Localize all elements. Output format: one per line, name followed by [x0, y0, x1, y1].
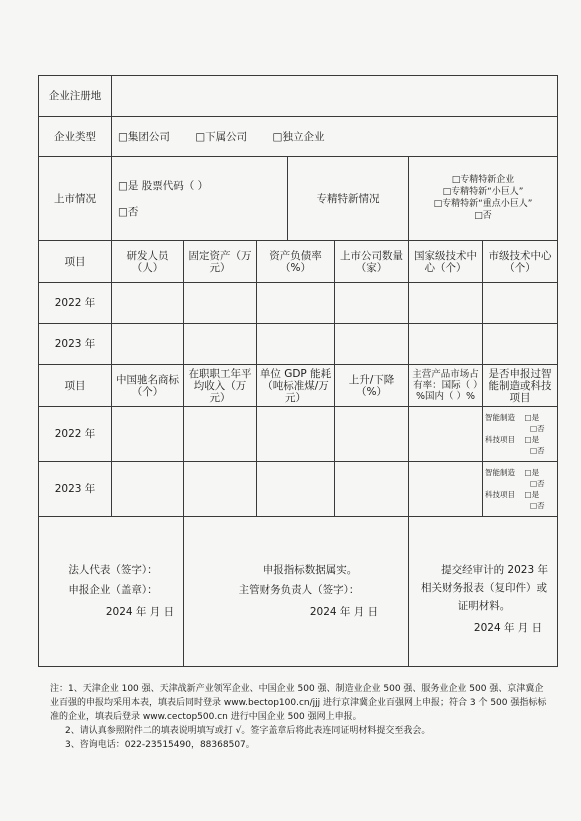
date-finance: 2024 年 月 日 — [309, 606, 379, 618]
company-seal[interactable]: 申报企业（盖章）： — [68, 584, 158, 596]
t1-header-national-center: 国家级技术中心（个） — [409, 241, 483, 283]
listing-options — [112, 157, 288, 241]
checkbox-tech-no[interactable]: □否 — [530, 501, 545, 510]
t1-cell[interactable] — [184, 324, 257, 365]
checkbox-smart-yes[interactable]: □是 — [524, 468, 540, 477]
t1-cell[interactable] — [483, 324, 558, 365]
t2-header-item: 项目 — [39, 365, 112, 407]
label-smart: 智能制造 — [485, 468, 515, 477]
t1-header-rd-staff: 研发人员（人） — [112, 241, 184, 283]
table2-row-2022 — [39, 407, 558, 462]
checkbox-tech-yes[interactable]: □是 — [524, 435, 540, 444]
note-2: 2、请认真参照附件二的填表说明填写或打 √。签字盖章后将此表连同证明材料提交至我会。 — [65, 726, 431, 736]
option-specialized[interactable]: □专精特新企业 — [451, 175, 515, 185]
note-3: 3、咨询电话：022-23515490，88368507。 — [65, 740, 255, 750]
t2-year-2022: 2022 年 — [39, 407, 112, 462]
t1-cell[interactable] — [483, 283, 558, 324]
option-little-giant[interactable]: □专精特新“小巨人” — [442, 187, 524, 197]
t2-cell[interactable] — [409, 462, 483, 517]
t1-header-listed-count: 上市公司数量（家） — [335, 241, 409, 283]
table1-header-row — [39, 241, 558, 283]
t1-header-debt-ratio: 资产负债率（%） — [257, 241, 335, 283]
t2-cell[interactable] — [112, 462, 184, 517]
table2-header-row — [39, 365, 558, 407]
t2-header-energy: 单位 GDP 能耗（吨标准煤/万元） — [257, 365, 335, 407]
specialized-options — [409, 157, 558, 241]
t2-header-smart-tech: 是否申报过智能制造或科技项目 — [483, 365, 558, 407]
t1-year-2023: 2023 年 — [39, 324, 112, 365]
t2-cell[interactable] — [257, 462, 335, 517]
application-form-table — [38, 75, 558, 667]
date-submit: 2024 年 月 日 — [473, 622, 543, 634]
data-truth-statement: 申报指标数据属实。 — [262, 564, 358, 576]
t1-cell[interactable] — [409, 283, 483, 324]
label-tech: 科技项目 — [485, 490, 515, 499]
label-company-type: 企业类型 — [39, 117, 112, 157]
checkbox-tech-no[interactable]: □否 — [530, 446, 545, 455]
table2-row-2023 — [39, 462, 558, 517]
smart-tech-checkboxes — [483, 407, 558, 462]
t1-year-2022: 2022 年 — [39, 283, 112, 324]
t1-cell[interactable] — [335, 324, 409, 365]
checkbox-tech-yes[interactable]: □是 — [524, 490, 540, 499]
table1-row-2023 — [39, 324, 558, 365]
row-listing — [39, 157, 558, 241]
checkbox-smart-no[interactable]: □否 — [530, 424, 545, 433]
t2-year-2023: 2023 年 — [39, 462, 112, 517]
t1-cell[interactable] — [257, 283, 335, 324]
option-independent[interactable]: □独立企业 — [272, 130, 325, 143]
row-company-type — [39, 117, 558, 157]
t1-cell[interactable] — [184, 283, 257, 324]
option-group-company[interactable]: □集团公司 — [118, 130, 170, 143]
label-smart: 智能制造 — [485, 413, 515, 422]
t2-header-trademark: 中国驰名商标（个） — [112, 365, 184, 407]
company-type-options — [112, 117, 558, 157]
label-listing: 上市情况 — [39, 157, 112, 241]
note-1: 注：1、天津企业 100 强、天津战新产业领军企业、中国企业 500 强、制造业企业 500 强、服务业企业 500 强、京津冀企业百强的申报均采用本表，填表后同时登录 www.bectop100.cn/jjj 进行京津冀企业百强网上申报；符合 3 个 500 强指标标准的企业，填表后登录 www.cectop500.cn 进行中国企业 500 强网上申报。 — [50, 684, 547, 722]
t1-header-city-center: 市级技术中心（个） — [483, 241, 558, 283]
smart-tech-checkboxes — [483, 462, 558, 517]
checkbox-smart-no[interactable]: □否 — [530, 479, 545, 488]
label-registration: 企业注册地 — [39, 76, 112, 117]
t1-cell[interactable] — [335, 283, 409, 324]
table1-row-2022 — [39, 283, 558, 324]
t2-cell[interactable] — [335, 407, 409, 462]
t2-cell[interactable] — [184, 462, 257, 517]
t1-header-fixed-assets: 固定资产（万元） — [184, 241, 257, 283]
t2-header-market-share: 主营产品市场占有率：国际（ ）%国内（ ）% — [409, 365, 483, 407]
option-key-little-giant[interactable]: □专精特新“重点小巨人” — [433, 199, 533, 209]
t1-cell[interactable] — [112, 324, 184, 365]
t2-cell[interactable] — [184, 407, 257, 462]
notes-section — [50, 682, 550, 752]
legal-rep-signature[interactable]: 法人代表（签字）： — [68, 564, 158, 576]
submit-statement: 提交经审计的 2023 年相关财务报表（复印件）或证明材料。 — [421, 564, 548, 612]
t1-cell[interactable] — [112, 283, 184, 324]
label-tech: 科技项目 — [485, 435, 515, 444]
signature-legal-block — [39, 517, 184, 667]
signature-finance-block — [184, 517, 409, 667]
t2-header-change: 上升/下降（%） — [335, 365, 409, 407]
row-registration — [39, 76, 558, 117]
option-specialized-no[interactable]: □否 — [474, 211, 492, 221]
option-listed-yes[interactable]: □是 股票代码（ ） — [118, 179, 209, 192]
option-subsidiary[interactable]: □下属公司 — [195, 130, 248, 143]
t2-cell[interactable] — [112, 407, 184, 462]
t1-header-item: 项目 — [39, 241, 112, 283]
option-listed-no[interactable]: □否 — [118, 205, 139, 218]
t2-cell[interactable] — [409, 407, 483, 462]
t2-cell[interactable] — [257, 407, 335, 462]
finance-signature[interactable]: 主管财务负责人（签字）： — [238, 584, 360, 596]
checkbox-smart-yes[interactable]: □是 — [524, 413, 540, 422]
field-registration[interactable] — [112, 76, 558, 117]
t1-cell[interactable] — [409, 324, 483, 365]
signature-submit-block — [409, 517, 558, 667]
signature-row — [39, 517, 558, 667]
t2-cell[interactable] — [335, 462, 409, 517]
date-legal: 2024 年 月 日 — [105, 606, 175, 618]
label-specialized: 专精特新情况 — [288, 157, 409, 241]
t1-cell[interactable] — [257, 324, 335, 365]
t2-header-avg-income: 在职职工年平均收入（万元） — [184, 365, 257, 407]
